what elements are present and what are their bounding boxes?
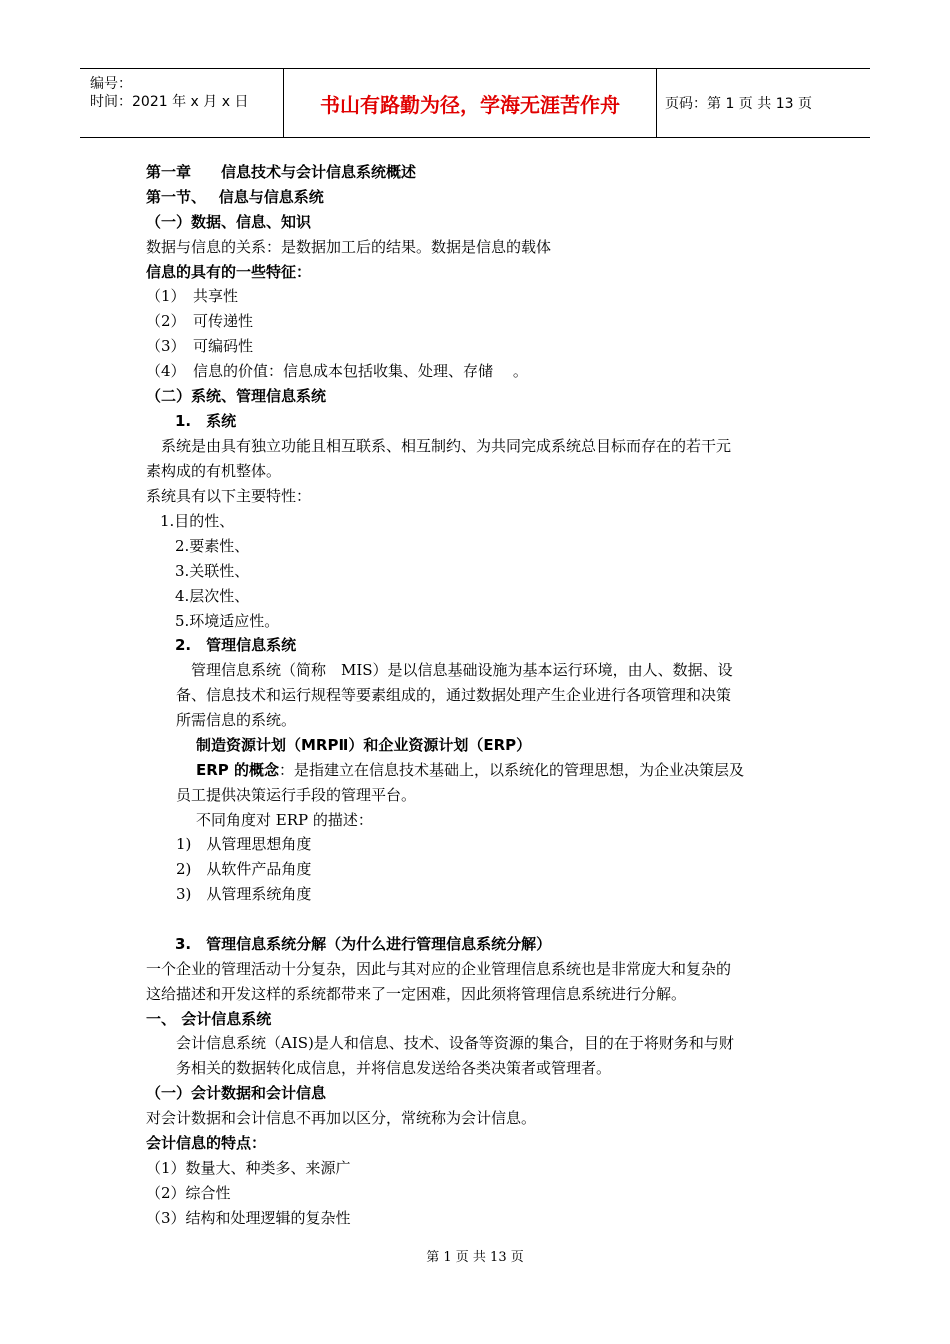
paragraph: 素构成的有机整体。 (146, 462, 282, 480)
header-motto: 书山有路勤为径，学海无涯苦作舟 (283, 69, 657, 137)
heading: 制造资源计划（MRPⅡ）和企业资源计划（ERP） (196, 736, 532, 754)
erp-def: ：是指建立在信息技术基础上，以系统化的管理思想，为企业决策层及 (279, 761, 745, 779)
paragraph: 管理信息系统（简称 MIS）是以信息基础设施为基本运行环境，由人、数据、设 (176, 661, 733, 679)
date-label: 时间：2021 年 x 月 x 日 (90, 94, 249, 110)
list-item: 4.层次性、 (175, 587, 250, 605)
list-item: （4） 信息的价值：信息成本包括收集、处理、存储 。 (146, 362, 528, 380)
list-item: （1） 共享性 (146, 287, 239, 305)
paragraph: 这给描述和开发这样的系统都带来了一定困难，因此须将管理信息系统进行分解。 (146, 985, 687, 1003)
page-footer: 第 1 页 共 13 页 (426, 1250, 524, 1265)
paragraph: 对会计数据和会计信息不再加以区分，常统称为会计信息。 (146, 1109, 537, 1127)
list-item: （3）结构和处理逻辑的复杂性 (146, 1209, 351, 1227)
paragraph: 会计信息系统（AIS)是人和信息、技术、设备等资源的集合，目的在于将财务和与财 (176, 1034, 734, 1052)
list-item: 5.环境适应性。 (175, 612, 280, 630)
paragraph: 务相关的数据转化成信息，并将信息发送给各类决策者或管理者。 (176, 1059, 612, 1077)
list-item: 3.关联性、 (175, 562, 250, 580)
heading: 1. 系统 (175, 412, 237, 430)
paragraph: 所需信息的系统。 (176, 711, 297, 729)
header-meta (80, 69, 283, 137)
paragraph: 系统具有以下主要特性： (146, 487, 312, 505)
list-item: 3) 从管理系统角度 (176, 885, 312, 903)
list-item: （1）数量大、种类多、来源广 (146, 1159, 351, 1177)
paragraph: 不同角度对 ERP 的描述： (196, 811, 373, 829)
paragraph: 数据与信息的关系：是数据加工后的结果。数据是信息的载体 (146, 238, 552, 256)
paragraph: 系统是由具有独立功能且相互联系、相互制约、为共同完成系统总目标而存在的若干元 (146, 437, 732, 455)
subheading: 信息的具有的一些特征： (146, 263, 312, 281)
list-item: （3） 可编码性 (146, 337, 254, 355)
section-title: 第一节、 信息与信息系统 (146, 188, 324, 206)
page-header (80, 68, 870, 138)
header-page-info: 页码：第 1 页 共 13 页 (665, 96, 812, 112)
chapter-title: 第一章 信息技术与会计信息系统概述 (146, 163, 417, 181)
subsection-title: （二）系统、管理信息系统 (146, 387, 327, 405)
list-item: 2.要素性、 (175, 537, 250, 555)
paragraph: 一个企业的管理活动十分复杂，因此与其对应的企业管理信息系统也是非常庞大和复杂的 (146, 960, 732, 978)
subheading: 会计信息的特点： (146, 1134, 267, 1152)
paragraph: 备、信息技术和运行规程等要素组成的，通过数据处理产生企业进行各项管理和决策 (176, 686, 732, 704)
number-label: 编号： (90, 76, 132, 92)
list-item: 1.目的性、 (160, 512, 235, 530)
list-item: （2）综合性 (146, 1184, 231, 1202)
list-item: 1) 从管理思想角度 (176, 835, 312, 853)
erp-label: ERP 的概念 (196, 761, 280, 779)
heading: 2. 管理信息系统 (175, 636, 297, 654)
list-item: （2） 可传递性 (146, 312, 254, 330)
paragraph (196, 760, 744, 780)
list-item: 2) 从软件产品角度 (176, 860, 312, 878)
section-title: 一、 会计信息系统 (146, 1010, 272, 1028)
subsection-title: （一）数据、信息、知识 (146, 213, 312, 231)
heading: 3. 管理信息系统分解（为什么进行管理信息系统分解） (175, 935, 552, 953)
subsection-title: （一）会计数据和会计信息 (146, 1084, 327, 1102)
paragraph: 员工提供决策运行手段的管理平台。 (176, 786, 417, 804)
